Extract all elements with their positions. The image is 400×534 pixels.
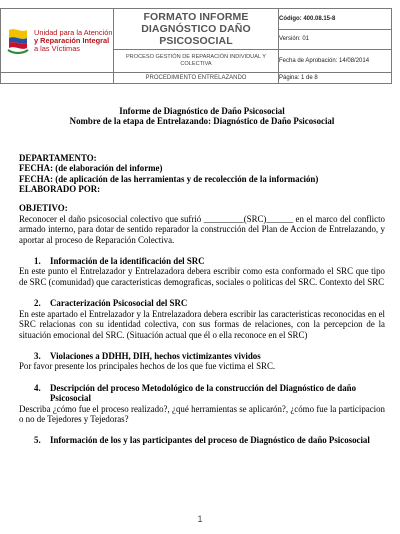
section-2-title: Caracterización Psicosocial del SRC	[50, 298, 188, 309]
section-1-text: En este punto el Entrelazador y Entrelazadora debera escribir como esta conformado el SRC que tipo de SRC (comunidad) que caracteristicas demograficas, sociales o politicas del SRC. Contexto del SRC	[19, 266, 385, 287]
format-title: FORMATO INFORME DIAGNÓSTICO DAÑO PSICOSOCIAL	[141, 11, 251, 47]
field-fecha-aplicacion: FECHA: (de aplicación de las herramientas y de recolección de la información)	[19, 173, 319, 184]
code-cell: Código: 400.08.15-8	[279, 9, 392, 30]
section-3-text: Por favor presente los principales hechos de los que fue victima el SRC.	[19, 361, 276, 372]
section-4-number: 4.	[34, 382, 41, 393]
document-body	[19, 106, 385, 446]
document-header	[0, 8, 392, 84]
field-fecha-elaboracion: FECHA: (de elaboración del informe)	[19, 163, 163, 174]
logo-line-3: a las Víctimas	[34, 43, 81, 53]
doc-title: Informe de Diagnóstico de Daño Psicosocial	[119, 106, 285, 116]
objetivo-text: Reconocer el daño psicosocial colectivo que sufrió _________(SRC)______ en el marco del conflicto armado interno, para dotar de sentido reparador la construcción del Plan de Accion de Entrelazando, y aportar al proceso de Reparación Colectiva.	[19, 213, 385, 245]
logo-line-1: Unidad para la Atención	[34, 27, 113, 37]
section-4-heading	[19, 383, 385, 404]
doc-subtitle: Nombre de la etapa de Entrelazando: Diagnóstico de Daño Psicosocial	[69, 116, 335, 127]
version-cell: Versión: 01	[279, 29, 392, 50]
unidad-victimas-logo	[1, 11, 113, 71]
field-elaborado-por: ELABORADO POR:	[19, 184, 101, 195]
section-2-heading	[19, 298, 385, 308]
section-1-heading	[19, 256, 385, 266]
section-3-title: Violaciones a DDHH, DIH, hechos victimizantes vividos	[50, 350, 261, 361]
section-4-title: Descripción del proceso Metodológico de la construcción del Diagnóstico de daño Psicosocial	[50, 382, 357, 404]
section-5-number: 5.	[34, 435, 41, 446]
approval-date-cell: Fecha de Aprobación: 14/08/2014	[279, 50, 392, 73]
logo-cell	[1, 9, 114, 73]
section-2-number: 2.	[34, 298, 41, 309]
section-5-title: Información de los y las participantes del proceso de Diagnóstico de daño Psicosocial	[50, 435, 370, 446]
field-departamento: DEPARTAMENTO:	[19, 152, 97, 163]
section-2-text: En este apartado el Entrelazador y la Entrelazadora debera escribir las caracteristicas reconocidas en el SRC relacionas con su identidad colectiva, con sus formas de relaciones, con la percepcion de la situación emocional del SRC. (Situación actual que él o ella reconoce en el SRC)	[19, 308, 385, 340]
page-number: 1	[197, 514, 203, 524]
section-3-heading	[19, 351, 385, 361]
section-3-number: 3.	[34, 350, 41, 361]
flag-emblem-icon	[5, 26, 31, 56]
section-5-heading	[19, 435, 385, 445]
section-1-number: 1.	[34, 256, 41, 267]
title-cell	[114, 9, 279, 50]
logo-line-2: y Reparación Integral	[34, 35, 110, 45]
page-count-cell: Página: 1 de 8	[279, 73, 392, 84]
process-cell: PROCESO GESTIÓN DE REPARACIÓN INDIVIDUAL Y COLECTIVA	[114, 50, 279, 73]
section-1-title: Información de la identificación del SRC	[50, 256, 205, 267]
section-4-text: Describa ¿cómo fue el proceso realizado?, ¿qué herramientas se aplicarón?, ¿cómo fue la participacion o no de Tejedores y Tejedoras?	[19, 403, 385, 424]
blank-cell	[1, 73, 114, 84]
procedure-cell: PROCEDIMIENTO ENTRELAZANDO	[114, 73, 279, 84]
objetivo-label: OBJETIVO:	[19, 203, 68, 214]
